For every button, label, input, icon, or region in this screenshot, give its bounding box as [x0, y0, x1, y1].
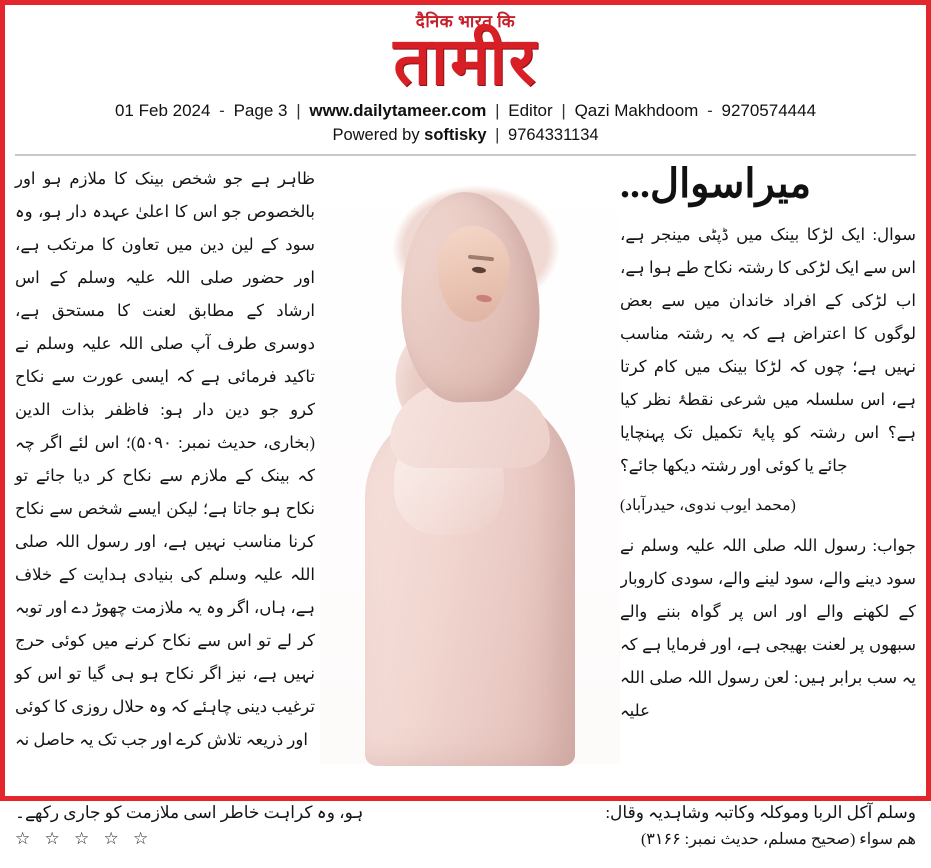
info-line-2 [15, 124, 916, 148]
separator-3: | [561, 101, 566, 121]
dash-1: - [219, 101, 225, 121]
footer-continuation-text: ہو، وہ کراہت خاطر اسی ملازمت کو جاری رکھے۔ [15, 802, 364, 822]
page-inner [5, 5, 926, 848]
star-divider: ☆ ☆ ☆ ☆ ☆ [15, 828, 154, 848]
website-link[interactable]: www.dailytameer.com [309, 101, 487, 121]
separator-4: | [495, 125, 500, 144]
footer-sub [15, 829, 916, 849]
masthead-kicker: दैनिक भारत कि [415, 12, 516, 31]
continuation-paragraph: ظاہر ہے جو شخص بینک کا ملازم ہو اور بالخصوص جو اس کا اعلیٰ عہدہ دار ہو، وہ سود کے لین دین میں تعاون کا مرتکب ہے، اور حضور صلی اللہ علیہ وسلم کے اس ارشاد کے مطابق لعنت کا مستحق ہے، دوسری طرف آپ صلی اللہ علیہ وسلم نے تاکید فرمائی ہے کہ ایسی عورت سے نکاح کرو جو دین دار ہو: فاظفر بذات الدین (بخاری، حدیث نمبر: ۵۰۹۰)؛ اس لئے اگر چہ کہ بینک کے ملازم سے نکاح کر دیا جائے تو نکاح ہو جاتا ہے؛ لیکن ایسے شخص سے نکاح کرنا مناسب نہیں ہے، اور رسول اللہ صلی اللہ علیہ وسلم کی بنیادی ہدایت کے خلاف ہے، ہاں، اگر وہ یہ ملازمت چھوڑ دے اور توبہ کر لے تو اس سے نکاح کرنے میں کوئی حرج نہیں ہے، نیز اگر نکاح ہو ہی گیا تو اس کو ترغیب دینی چاہئے کہ وہ حلال روزی کا کوئی اور ذریعہ تلاش کرے اور جب تک یہ حاصل نہ [15, 168, 315, 749]
info-line-1 [15, 99, 916, 124]
column-left [15, 162, 315, 764]
masthead [15, 9, 916, 97]
article-body [15, 160, 916, 800]
info-bar [15, 99, 916, 148]
publication-date: 01 Feb 2024 [114, 101, 211, 121]
column-right [620, 162, 916, 735]
powered-brand: softisky [424, 125, 487, 144]
article-headline: میراسوال... [620, 160, 812, 206]
dash-2: - [707, 101, 713, 121]
editor-phone: 9270574444 [721, 101, 817, 121]
separator-2: | [495, 101, 500, 121]
article-photo [320, 164, 620, 764]
page-number: Page 3 [233, 101, 288, 121]
editor-name: Qazi Makhdoom [574, 101, 699, 121]
footer-line [15, 802, 916, 823]
masthead-title: तामीर [393, 26, 538, 99]
woman-in-hijab-photo [320, 164, 620, 764]
header-divider [15, 154, 916, 156]
question-credit: (محمد ایوب ندوی، حیدرآباد) [620, 496, 796, 514]
hadith-reference: ھم سواء (صحیح مسلم، حدیث نمبر: ۳۱۶۶) [640, 830, 916, 848]
support-phone: 9764331134 [508, 125, 599, 144]
question-paragraph: سوال: ایک لڑکا بینک میں ڈپٹی مینجر ہے، اس سے ایک لڑکی کا رشتہ نکاح طے ہوا ہے، اب لڑکی کے افراد خاندان میں سے بعض لوگوں کا اعتراض ہے کہ یہ رشتہ مناسب نہیں ہے؛ چوں کہ لڑکا بینک میں کام کرتا ہے، اس سلسلہ میں شرعی نقطۂ نظر کیا ہے؟ اس رشتہ کو پایۂ تکمیل تک پہنچایا جائے یا کوئی اور رشتہ دیکھا جائے؟ [620, 224, 916, 475]
footer-arabic-text: وسلم آکل الربا وموکلہ وکاتبہ وشاہدیہ وقال: [605, 802, 916, 822]
editor-label: Editor [508, 101, 553, 121]
separator-1: | [296, 101, 301, 121]
answer-paragraph: جواب: رسول اللہ صلی اللہ علیہ وسلم نے سود دینے والے، سود لینے والے، سودی کاروبار کے لکھنے والے اور اس پر گواہ بننے والے سبھوں پر لعنت بھیجی ہے، اور فرمایا ہے کہ یہ سب برابر ہیں: لعن رسول اللہ صلی اللہ علیہ [620, 535, 916, 720]
powered-label: Powered by [332, 125, 420, 144]
article-footer [15, 802, 916, 868]
